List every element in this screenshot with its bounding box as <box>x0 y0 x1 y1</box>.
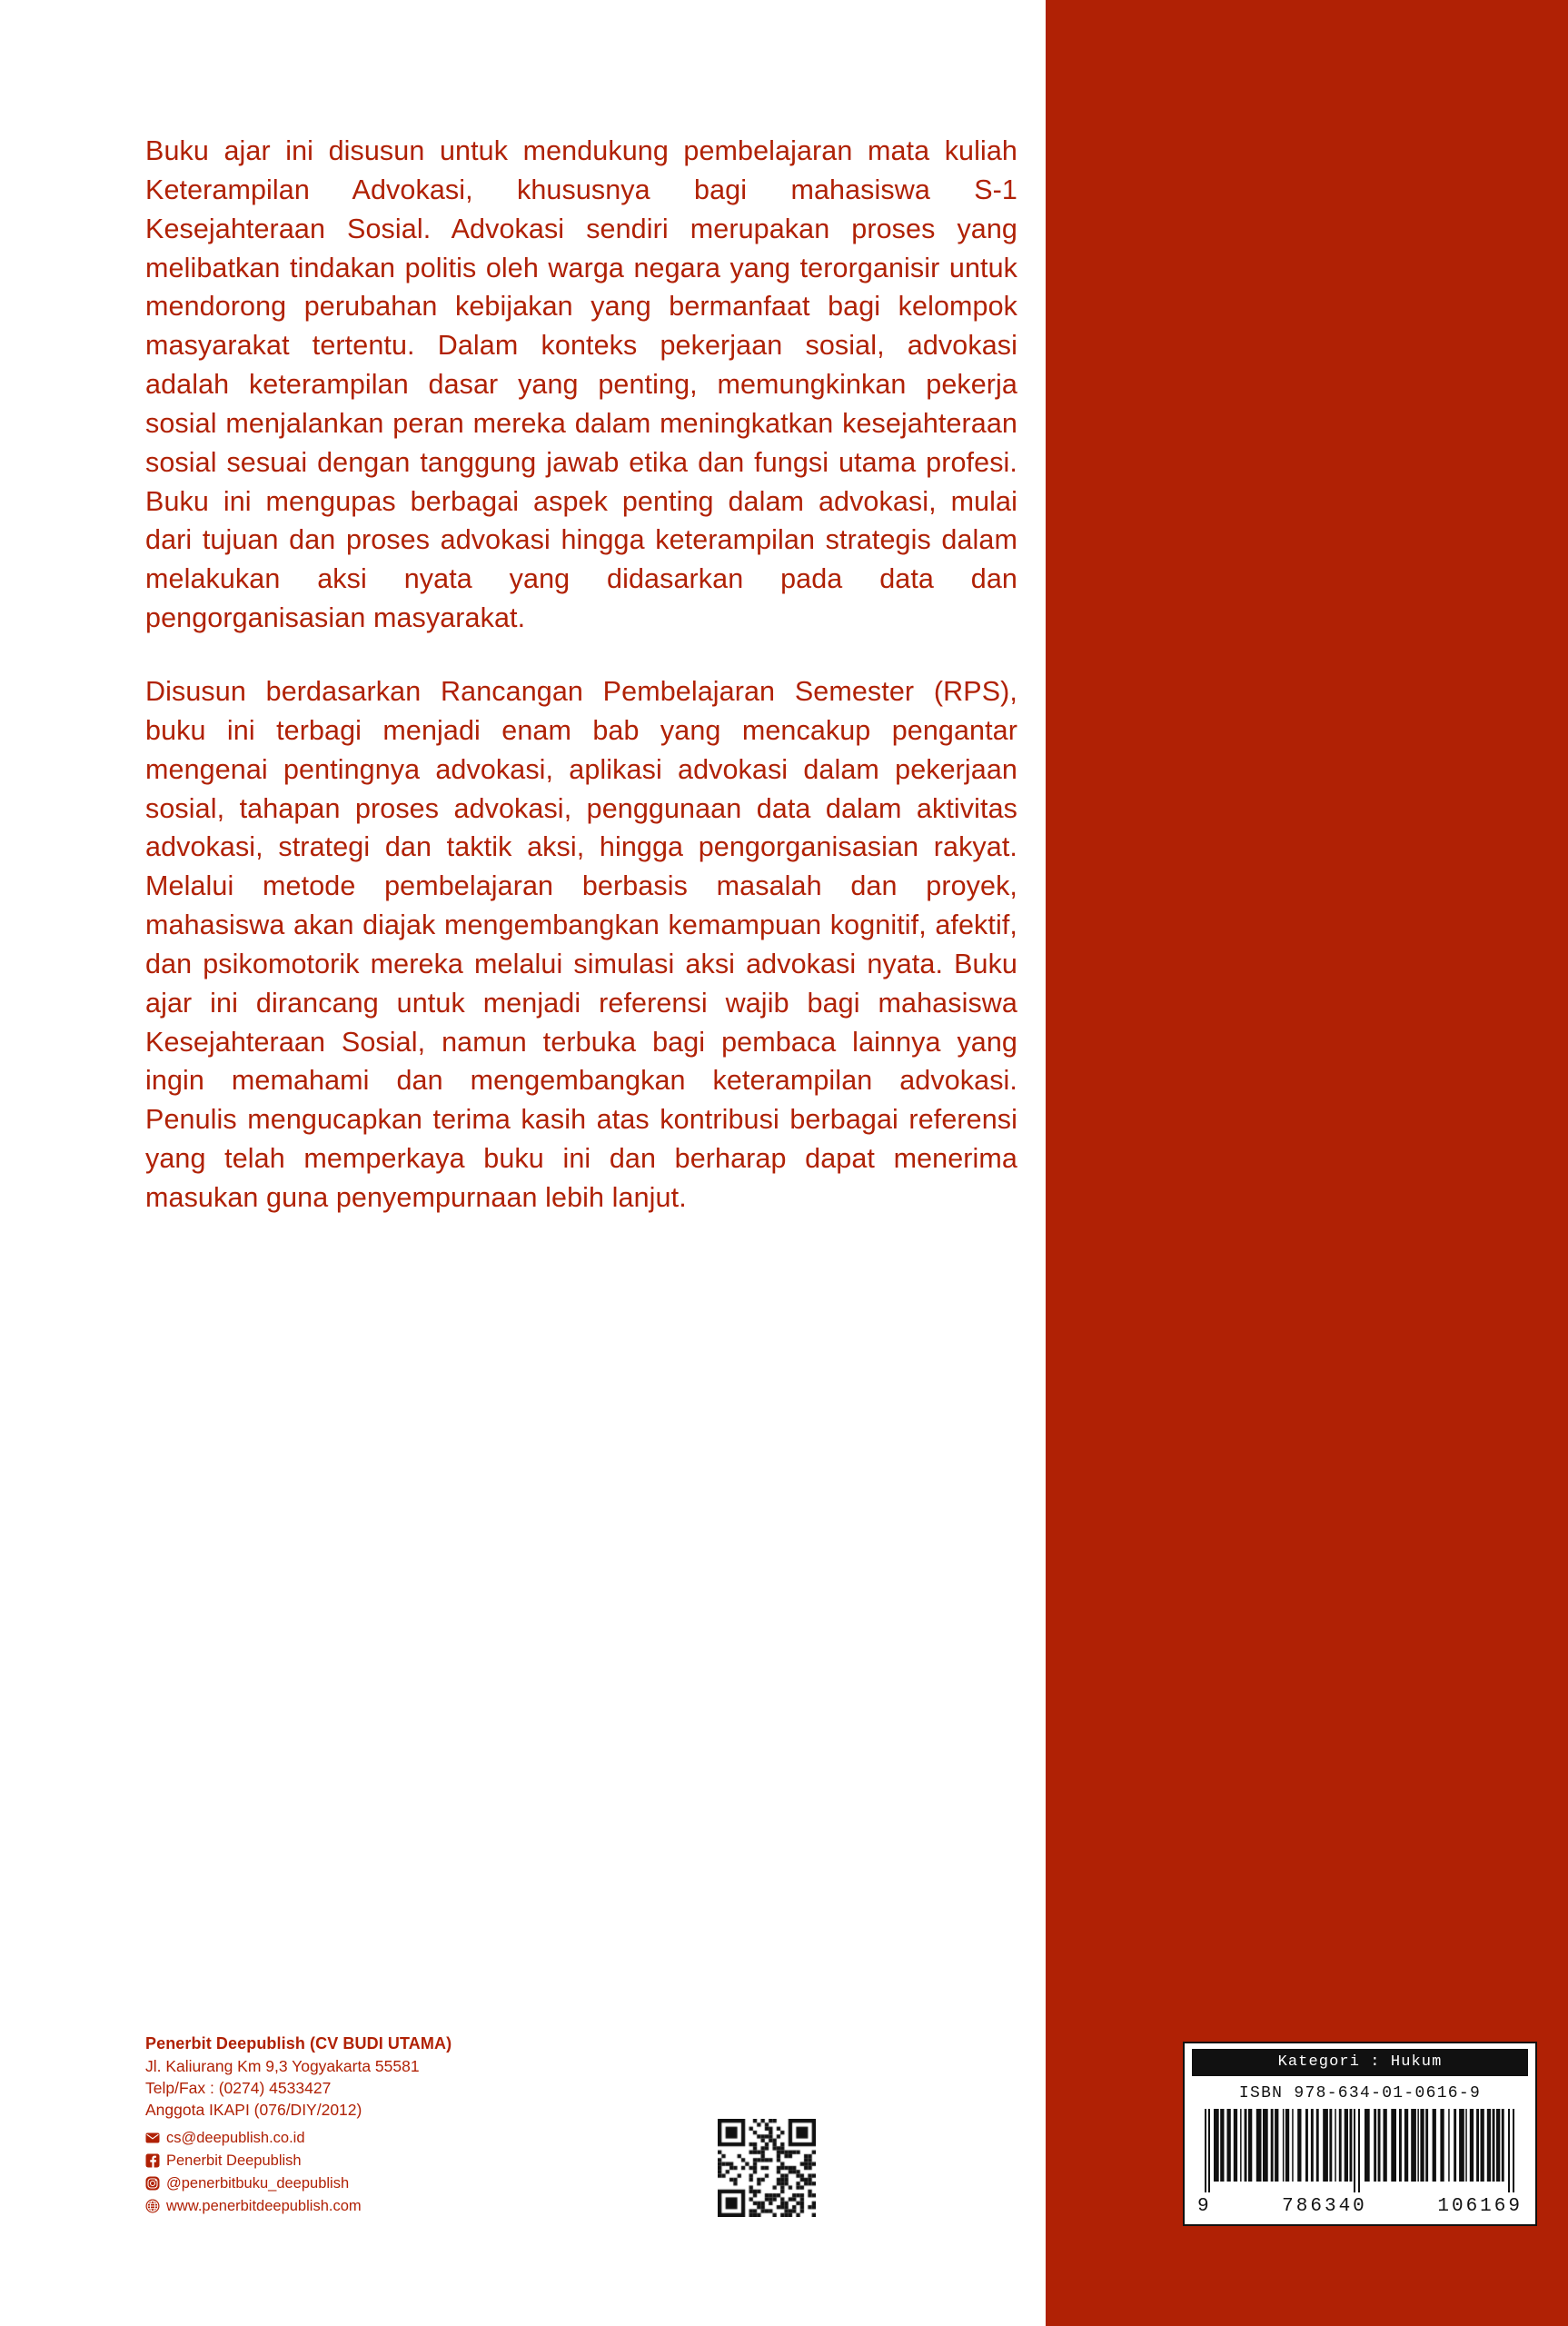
category-badge: Kategori : Hukum <box>1192 2049 1528 2076</box>
publisher-contact-list <box>145 2128 618 2217</box>
footer <box>0 2026 1568 2326</box>
qr-code[interactable] <box>718 2119 816 2217</box>
isbn-text: ISBN 978-634-01-0616-9 <box>1238 2084 1482 2102</box>
contact-instagram-text: @penerbitbuku_deepublish <box>166 2174 350 2192</box>
qr-code-canvas <box>718 2119 816 2217</box>
barcode-digits <box>1192 2192 1528 2217</box>
blurb-paragraph-2: Disusun berdasarkan Rancangan Pembelajaran Semester (RPS), buku ini terbagi menjadi enam bab yang mencakup pengantar mengenai pentingnya advokasi, aplikasi advokasi dalam pekerjaan sosial, tahapan proses advokasi, penggunaan data dalam aktivitas advokasi, strategi dan taktik aksi, hingga pengorganisasian rakyat. Melalui metode pembelajaran berbasis masalah dan proyek, mahasiswa akan diajak mengembangkan kemampuan kognitif, afektif, dan psikomotorik mereka melalui simulasi aksi advokasi nyata. Buku ajar ini dirancang untuk menjadi referensi wajib bagi mahasiswa Kesejahteraan Sosial, namun terbuka bagi pembaca lainnya yang ingin memahami dan mengembangkan keterampilan advokasi. Penulis mengucapkan terima kasih atas kontribusi berbagai referensi yang telah memperkaya buku ini dan berharap dapat menerima masukan guna penyempurnaan lebih lanjut. <box>145 675 1017 1213</box>
publisher-membership: Anggota IKAPI (076/DIY/2012) <box>145 2100 362 2119</box>
publisher-name: Penerbit Deepublish (CV BUDI UTAMA) <box>145 2034 452 2053</box>
contact-email-text: cs@deepublish.co.id <box>166 2129 305 2146</box>
globe-icon <box>145 2199 160 2213</box>
back-cover-blurb <box>145 132 1017 1218</box>
contact-email[interactable] <box>145 2128 618 2149</box>
barcode-digit-right: 106169 <box>1437 2196 1523 2217</box>
publisher-info <box>145 2033 618 2219</box>
email-icon <box>145 2131 160 2145</box>
facebook-icon <box>145 2153 160 2168</box>
barcode-digit-middle: 786340 <box>1282 2196 1367 2217</box>
blurb-paragraph-1: Buku ajar ini disusun untuk mendukung pembelajaran mata kuliah Keterampilan Advokasi, khususnya bagi mahasiswa S-1 Kesejahteraan Sosial. Advokasi sendiri merupakan proses yang melibatkan tindakan politis oleh warga negara yang terorganisir untuk mendorong perubahan kebijakan yang bermanfaat bagi kelompok masyarakat tertentu. Dalam konteks pekerjaan sosial, advokasi adalah keterampilan dasar yang penting, memungkinkan pekerja sosial menjalankan peran mereka dalam meningkatkan kesejahteraan sosial sesuai dengan tanggung jawab etika dan fungsi utama profesi. Buku ini mengupas berbagai aspek penting dalam advokasi, mulai dari tujuan dan proses advokasi hingga keterampilan strategis dalam melakukan aksi nyata yang didasarkan pada data dan pengorganisasian masyarakat. <box>145 135 1017 634</box>
spine-red-band <box>1046 0 1568 2326</box>
publisher-address: Jl. Kaliurang Km 9,3 Yogyakarta 55581 <box>145 2056 420 2075</box>
contact-website[interactable] <box>145 2196 618 2217</box>
contact-website-text: www.penerbitdeepublish.com <box>166 2197 362 2214</box>
contact-instagram[interactable] <box>145 2173 618 2194</box>
instagram-icon <box>145 2176 160 2191</box>
contact-facebook[interactable] <box>145 2151 618 2172</box>
barcode-bars <box>1196 2109 1523 2192</box>
barcode-digit-left: 9 <box>1197 2196 1212 2217</box>
contact-facebook-text: Penerbit Deepublish <box>166 2152 302 2169</box>
publisher-phone: Telp/Fax : (0274) 4533427 <box>145 2078 332 2097</box>
isbn-barcode-block <box>1183 2042 1537 2226</box>
